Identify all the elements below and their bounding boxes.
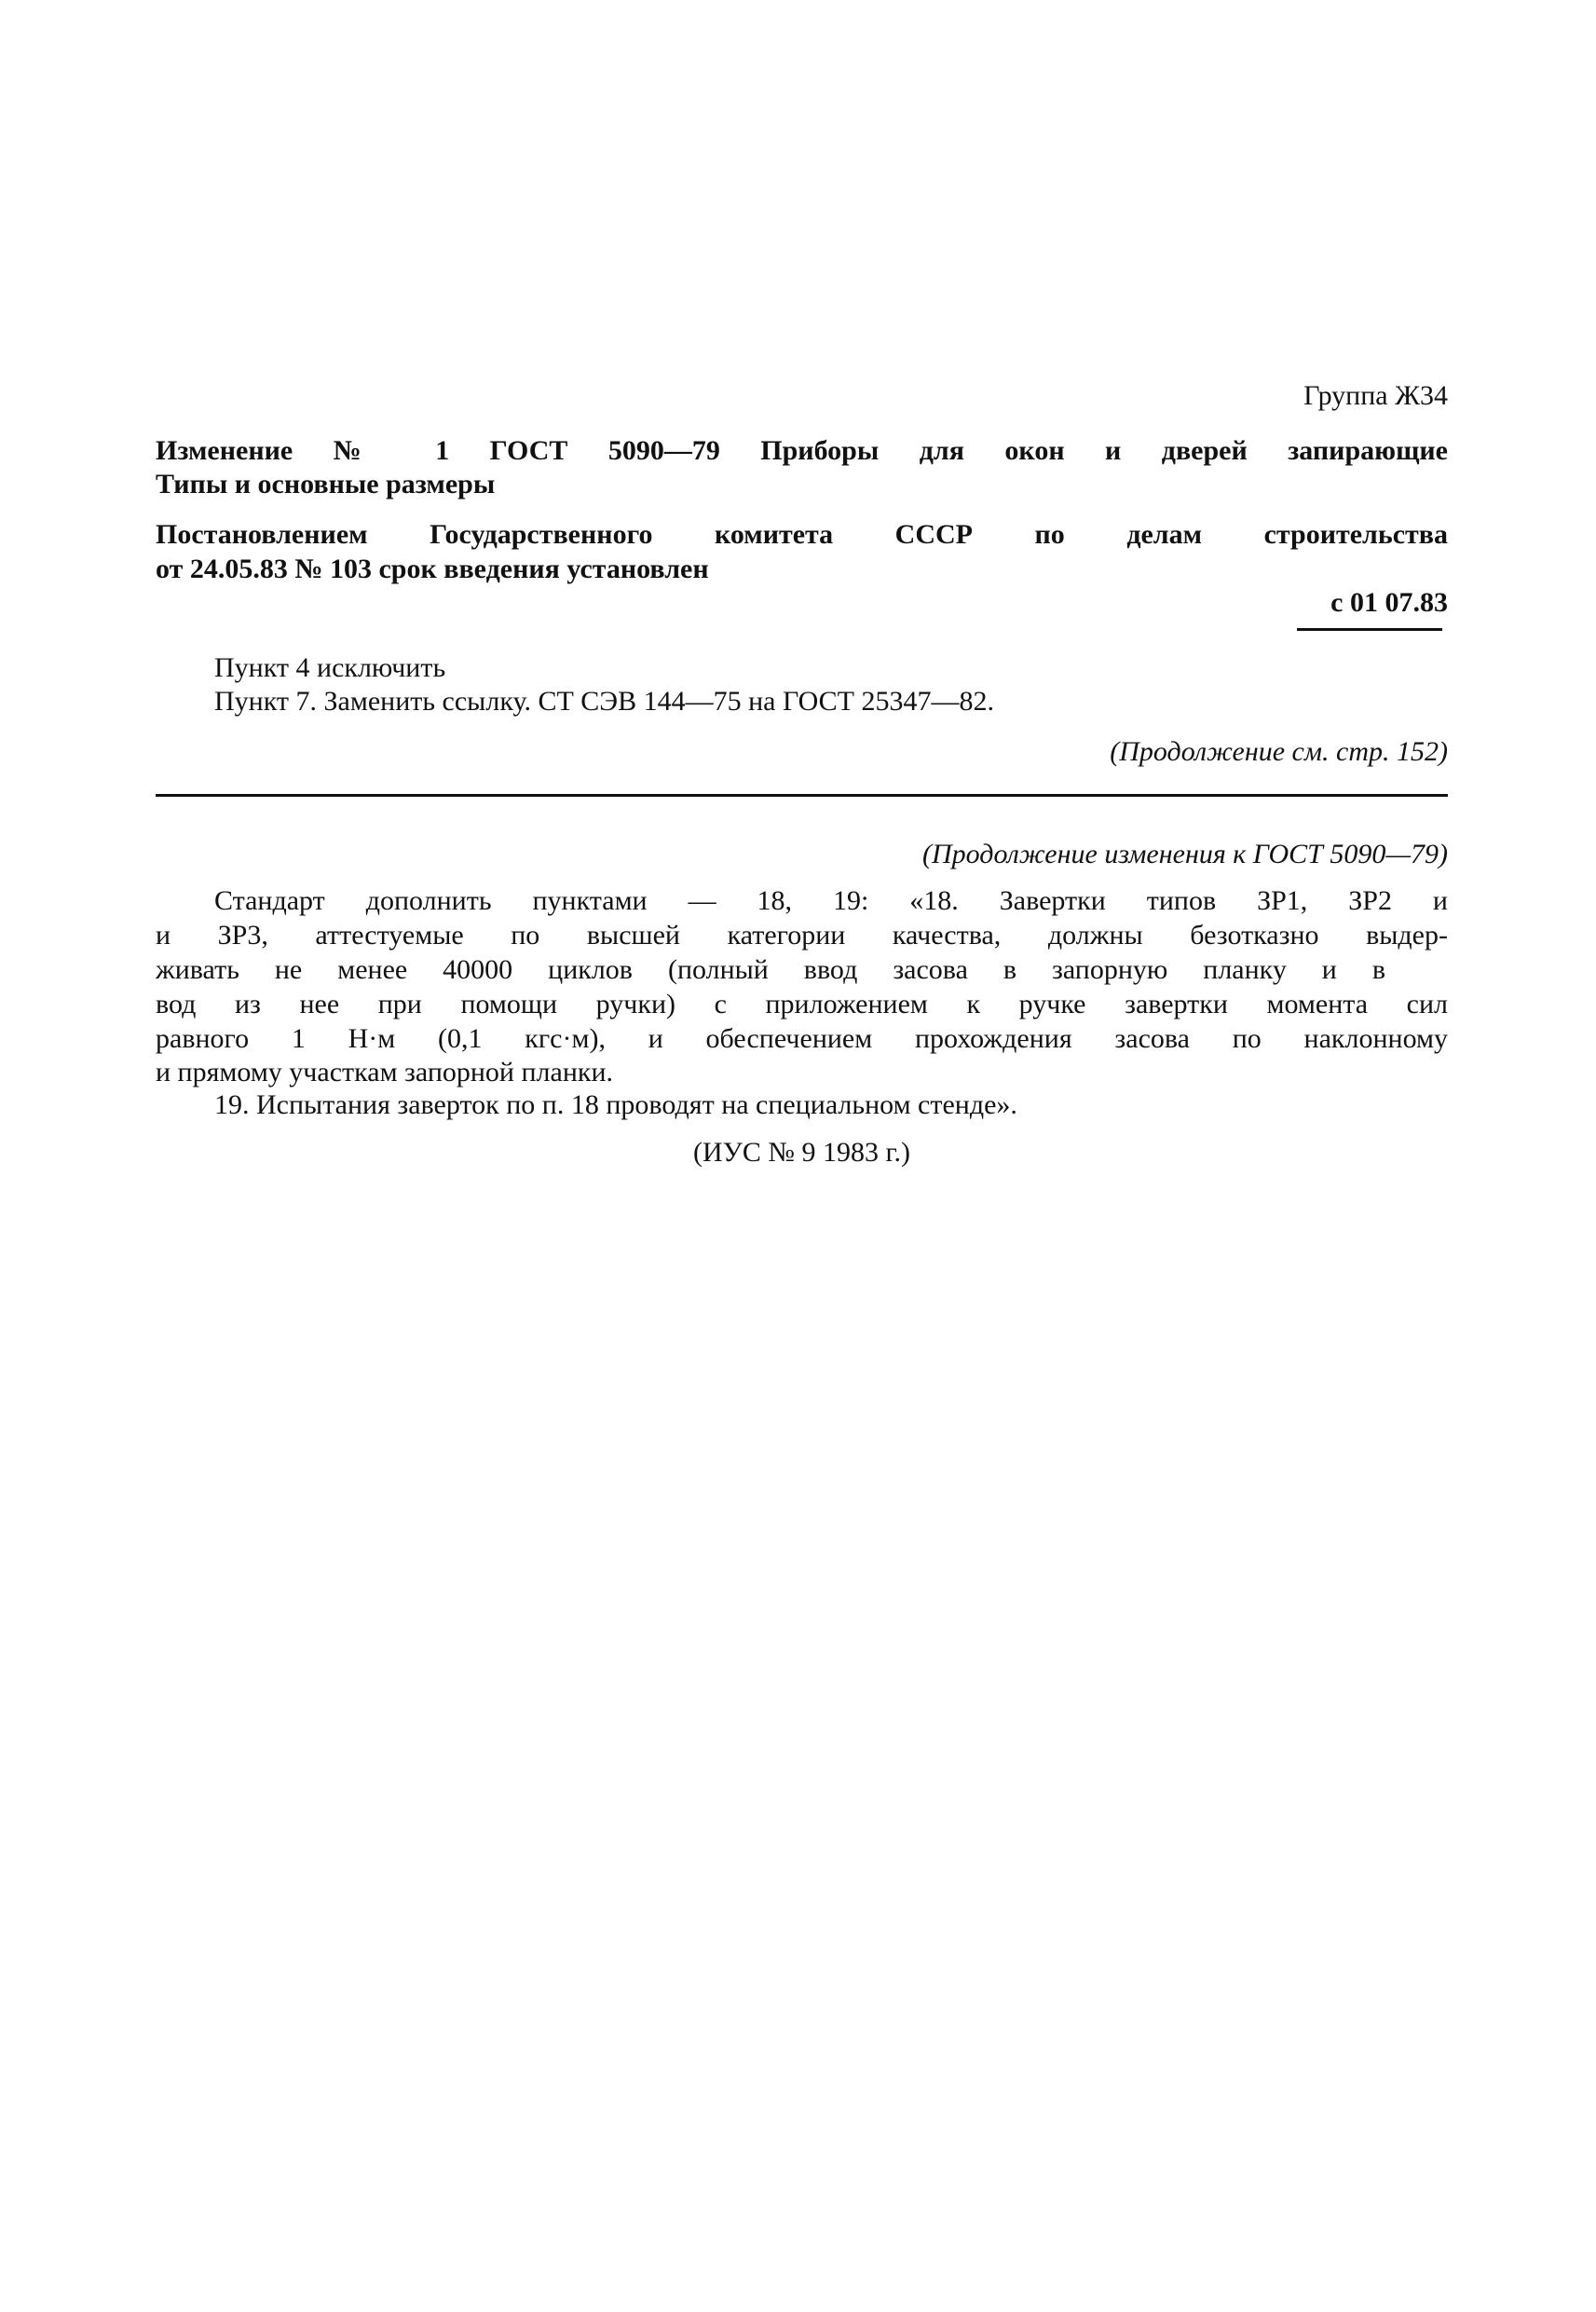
divider [156, 794, 1448, 797]
continued-note: (Продолжение см. стр. 152) [1110, 736, 1448, 767]
item-4: Пункт 4 исключить [214, 652, 446, 683]
paragraph-line: вод из нее при помощи ручки) с приложением к ручке завертки момента сил [156, 989, 1448, 1019]
decree-line-2: от 24.05.83 № 103 срок введения установлен [156, 554, 709, 584]
source-reference: (ИУС № 9 1983 г.) [693, 1137, 910, 1168]
paragraph-line: равного 1 Н·м (0,1 кгс·м), и обеспечением прохождения засова по наклонному [156, 1023, 1448, 1054]
effective-date-underline [1297, 628, 1442, 631]
item-7: Пункт 7. Заменить ссылку. СТ СЭВ 144—75 на ГОСТ 25347—82. [214, 686, 994, 717]
paragraph-line: и ЗР3, аттестуемые по высшей категории качества, должны безотказно выдер- [156, 920, 1448, 951]
group-label: Группа Ж34 [1303, 380, 1448, 411]
paragraph-line: Стандарт дополнить пунктами — 18, 19: «18. Завертки типов ЗР1, ЗР2 и [214, 885, 1448, 916]
effective-date: с 01 07.83 [1330, 587, 1448, 618]
paragraph-line: живать не менее 40000 циклов (полный ввод засова в запорную планку и в [156, 954, 1385, 985]
item-19: 19. Испытания заверток по п. 18 проводят на специальном стенде». [214, 1089, 1017, 1120]
decree-line-1: Постановлением Государственного комитета СССР по делам строительства [156, 519, 1448, 550]
paragraph-line: и прямому участкам запорной планки. [156, 1057, 614, 1088]
continuation-header: (Продолжение изменения к ГОСТ 5090—79) [922, 839, 1448, 869]
heading-line-2: Типы и основные размеры [156, 469, 496, 499]
heading-line-1: Изменение № 1 ГОСТ 5090—79 Приборы для окон и дверей запирающие [156, 435, 1448, 466]
